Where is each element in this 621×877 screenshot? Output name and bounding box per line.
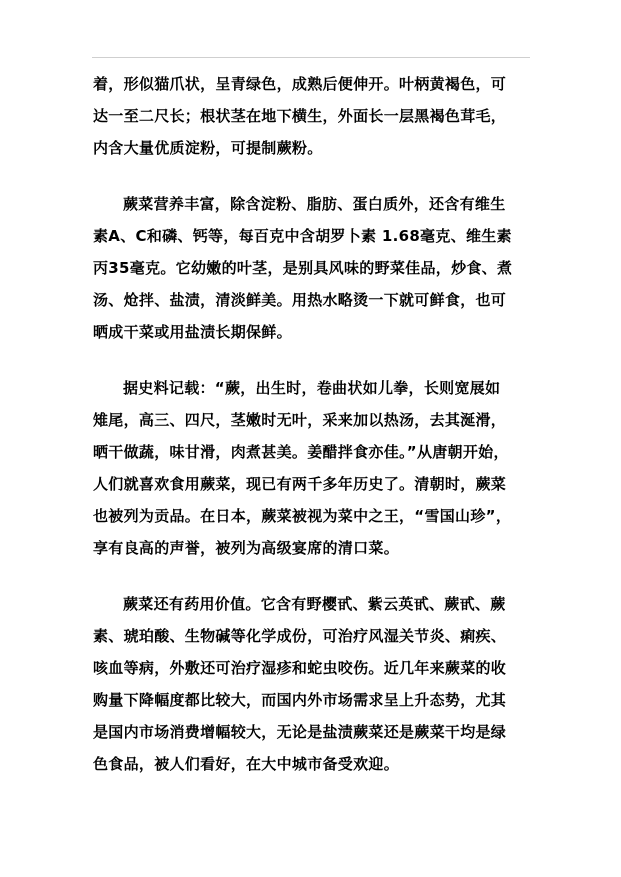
text-line: 内含大量优质淀粉，可提制蕨粉。 bbox=[93, 139, 323, 157]
text-line: 据史料记载：“蕨，出生时，卷曲状如儿拳，长则宽展如 bbox=[123, 379, 501, 397]
text-line: 达一至二尺长；根状茎在地下横生，外面长一层黑褐色茸毛， bbox=[93, 107, 507, 125]
text-line: 雉尾，高三、四尺，茎嫩时无叶，采来加以热汤，去其涎滑， bbox=[93, 411, 507, 429]
text-line: 蕨菜还有药用价值。它含有野樱甙、紫云英甙、蕨甙、蕨 bbox=[123, 595, 506, 613]
text-line: 晒干做蔬，味甘滑，肉煮甚美。姜醋拌食亦佳。”从唐朝开始， bbox=[93, 443, 509, 461]
text-line: 丙35毫克。它幼嫩的叶茎，是别具风味的野菜佳品，炒食、煮 bbox=[93, 259, 513, 277]
text-line: 是国内市场消费增幅较大，无论是盐渍蕨菜还是蕨菜干均是绿 bbox=[93, 723, 507, 741]
text-line: 素、琥珀酸、生物碱等化学成份，可治疗风湿关节炎、痢疾、 bbox=[93, 627, 507, 645]
header-divider bbox=[92, 57, 530, 58]
text-line: 咳血等病，外敷还可治疗湿疹和蛇虫咬伤。近几年来蕨菜的收 bbox=[93, 659, 507, 677]
text-line: 素A、C和磷、钙等，每百克中含胡罗卜素 1.68毫克、维生素 bbox=[93, 227, 512, 245]
text-line: 享有良高的声誉，被列为高级宴席的清口菜。 bbox=[93, 539, 400, 557]
text-line: 色食品，被人们看好，在大中城市备受欢迎。 bbox=[93, 755, 400, 773]
text-line: 购量下降幅度都比较大，而国内外市场需求呈上升态势，尤其 bbox=[93, 691, 507, 709]
document-body bbox=[93, 68, 530, 804]
text-line: 人们就喜欢食用蕨菜，现已有两千多年历史了。清朝时，蕨菜 bbox=[93, 475, 507, 493]
text-line: 晒成干菜或用盐渍长期保鲜。 bbox=[93, 323, 292, 341]
paragraph-4 bbox=[93, 588, 530, 780]
paragraph-3 bbox=[93, 372, 530, 564]
text-line: 也被列为贡品。在日本，蕨菜被视为菜中之王，“雪国山珍”， bbox=[93, 507, 512, 525]
text-line: 着，形似猫爪状，呈青绿色，成熟后便伸开。叶柄黄褐色，可 bbox=[93, 75, 507, 93]
paragraph-1 bbox=[93, 68, 530, 164]
text-line: 汤、炝拌、盐渍，清淡鲜美。用热水略烫一下就可鲜食，也可 bbox=[93, 291, 507, 309]
paragraph-2 bbox=[93, 188, 530, 348]
text-line: 蕨菜营养丰富，除含淀粉、脂肪、蛋白质外，还含有维生 bbox=[123, 195, 506, 213]
